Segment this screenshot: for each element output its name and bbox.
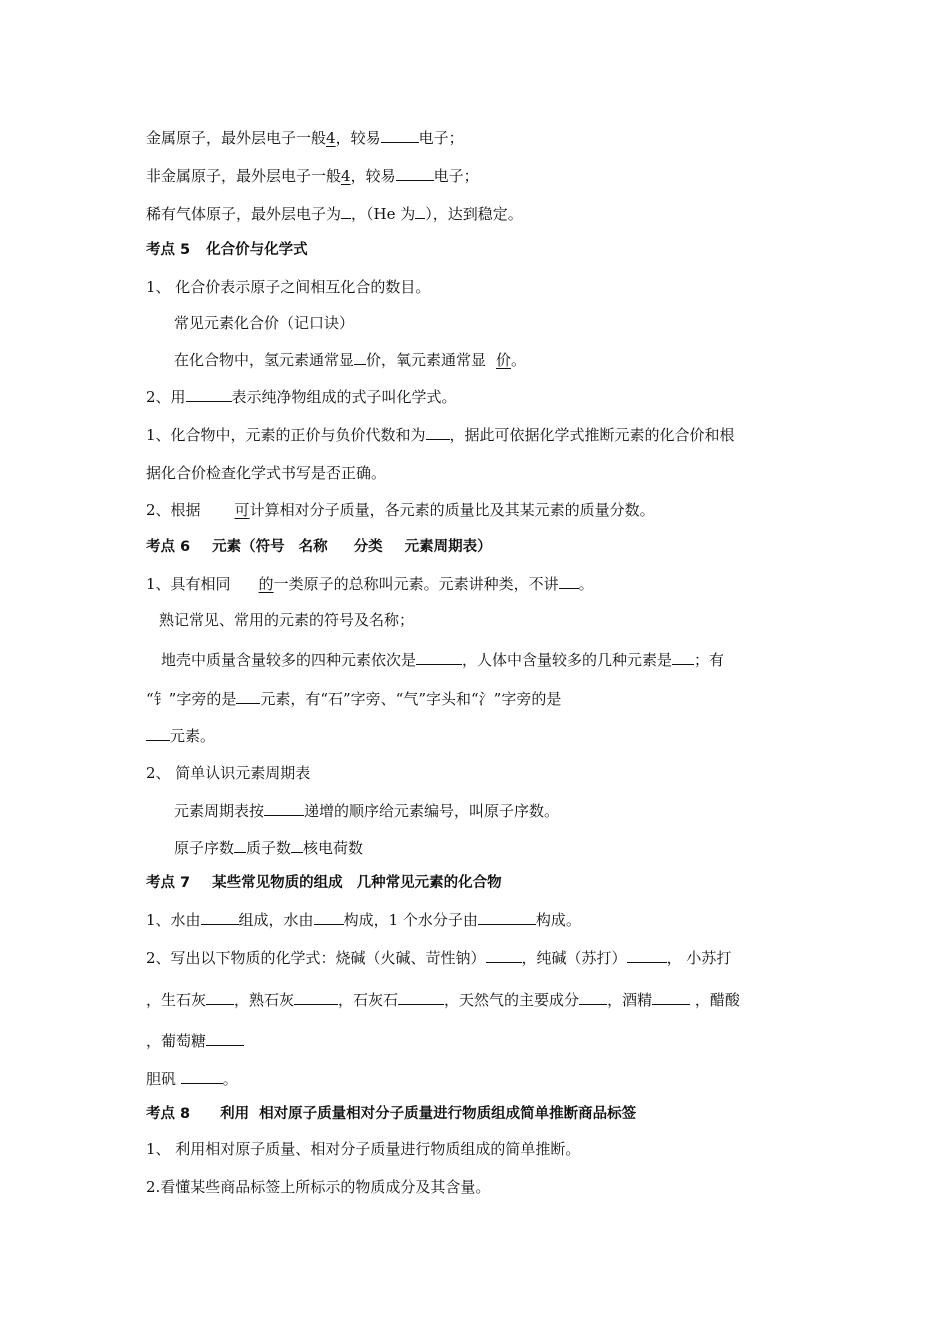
section-5-item-1: 1、 化合价表示原子之间相互化合的数目。 (146, 278, 431, 296)
blank (341, 203, 351, 219)
blank (415, 203, 425, 219)
blank-underlined: 价 (496, 351, 512, 369)
section-5-item-4: 2、根据 可计算相对分子质量，各元素的质量比及其某元素的质量分数。 (146, 501, 655, 519)
blank (236, 688, 260, 704)
blank (234, 837, 246, 853)
section-7-item-2-line-2: ，生石灰 ，熟石灰 ，石灰石 ，天然气的主要成分 ，酒精 ，醋酸 (146, 991, 740, 1009)
section-6-item-2-sub-1: 元素周期表按 递增的顺序给元素编号，叫原子序数。 (174, 802, 560, 820)
blank (398, 989, 444, 1005)
section-7-item-2-line-4: 胆矾 。 (146, 1070, 238, 1088)
section-7-item-2-line-3: ，葡萄糖 (146, 1030, 244, 1050)
section-6-item-1: 1、具有相同 的一类原子的总称叫元素。元素讲种类，不讲 。 (146, 575, 594, 593)
blank (652, 989, 690, 1005)
blank (672, 649, 694, 665)
blank (354, 349, 366, 365)
line-nonmetal-atoms: 非金属原子，最外层电子一般4，较易 电子； (146, 167, 479, 185)
blank (314, 909, 344, 925)
line-noble-gas-atoms: 稀有气体原子，最外层电子为 ，（He 为 ），达到稳定。 (146, 205, 523, 223)
blank (416, 649, 462, 665)
blank (486, 947, 522, 963)
blank (559, 573, 579, 589)
section-7-item-1: 1、水由 组成，水由 构成，1 个水分子由 构成。 (146, 911, 581, 929)
section-5-item-3-line-2: 据化合价检查化学式书写是否正确。 (146, 464, 387, 482)
blank-underlined: 的 (258, 575, 274, 593)
section-5-heading: 考点 5 化合价与化学式 (146, 242, 308, 258)
blank (206, 989, 234, 1005)
blank (181, 1068, 223, 1084)
section-5-item-3-line-1: 1、化合物中，元素的正价与负价代数和为 ，据此可依据化学式推断元素的化合价和根 (146, 426, 735, 444)
blank (264, 800, 304, 816)
blank (396, 165, 434, 181)
blank (579, 989, 607, 1005)
section-5-item-1-sub-1: 常见元素化合价（记口诀） (174, 314, 355, 332)
blank (186, 386, 232, 402)
section-7-item-2-line-1: 2、写出以下物质的化学式：烧碱（火碱、苛性钠） ，纯碱（苏打） ， 小苏打 (146, 949, 732, 967)
blank (478, 909, 536, 925)
section-6-item-2: 2、 简单认识元素周期表 (146, 764, 311, 782)
blank-underlined: 可 (234, 501, 250, 519)
line-metal-atoms: 金属原子，最外层电子一般4，较易 电子； (146, 129, 464, 147)
section-6-item-1-sub-4: 元素。 (146, 725, 215, 745)
section-8-heading: 考点 8 利用 相对原子质量相对分子质量进行物质组成简单推断商品标签 (146, 1106, 637, 1122)
blank (206, 1030, 244, 1046)
blank-underlined: 4 (326, 129, 336, 147)
blank-underlined: 4 (341, 167, 351, 185)
blank (381, 127, 419, 143)
blank (294, 989, 338, 1005)
blank (426, 424, 450, 440)
section-6-item-1-sub-3: “钅”字旁的是 元素，有“石”字旁、“气”字头和“氵”字旁的是 (146, 690, 562, 708)
section-5-item-1-sub-2: 在化合物中，氢元素通常显 价，氧元素通常显 价。 (174, 351, 527, 369)
section-8-item-2: 2.看懂某些商品标签上所标示的物质成分及其含量。 (146, 1178, 491, 1196)
blank (201, 909, 239, 925)
section-6-item-1-sub-2: 地壳中质量含量较多的四种元素依次是 ，人体中含量较多的几种元素是 ；有 (161, 651, 725, 669)
section-6-heading: 考点 6 元素（符号 名称 分类 元素周期表） (146, 539, 492, 555)
blank (291, 837, 303, 853)
section-8-item-1: 1、 利用相对原子质量、相对分子质量进行物质组成的简单推断。 (146, 1140, 581, 1158)
section-7-heading: 考点 7 某些常见物质的组成 几种常见元素的化合物 (146, 875, 502, 891)
blank (146, 725, 170, 741)
section-6-item-2-sub-2: 原子序数 质子数 核电荷数 (174, 839, 364, 857)
blank (627, 947, 667, 963)
section-5-item-2: 2、用 表示纯净物组成的式子叫化学式。 (146, 388, 457, 406)
section-6-item-1-sub-1: 熟记常见、常用的元素的符号及名称； (159, 611, 415, 629)
